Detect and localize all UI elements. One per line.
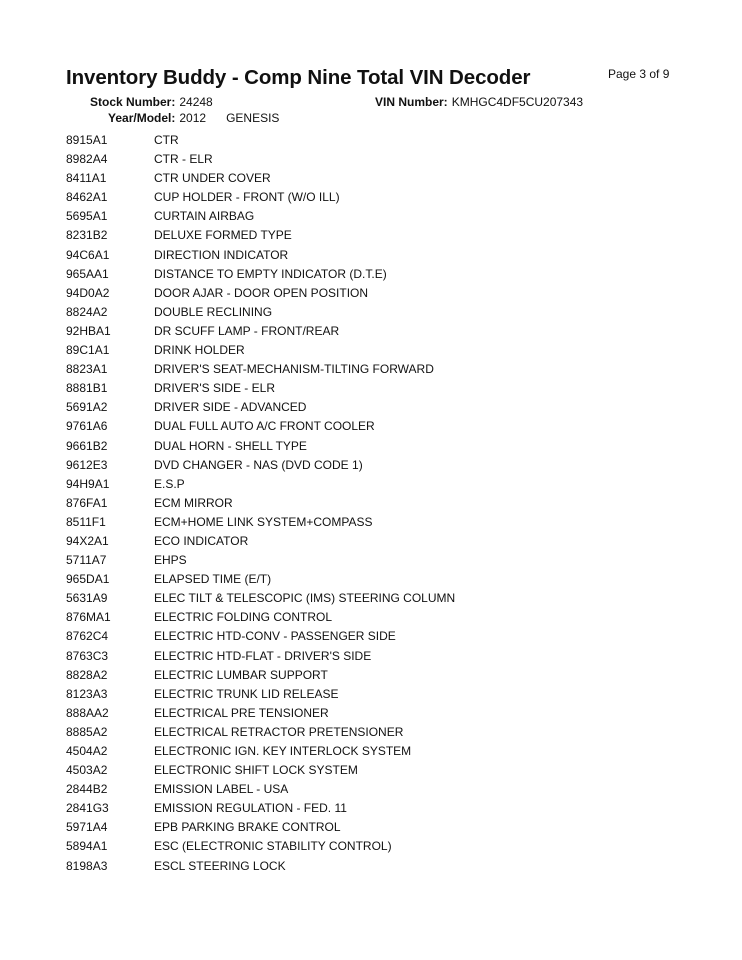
option-description: ELECTRIC TRUNK LID RELEASE <box>154 686 339 701</box>
option-description: ELECTRICAL PRE TENSIONER <box>154 705 329 720</box>
list-item <box>66 475 455 494</box>
list-item <box>66 417 455 436</box>
list-item <box>66 799 455 818</box>
option-code: 8123A3 <box>66 686 108 701</box>
list-item <box>66 494 455 513</box>
option-description: ECM+HOME LINK SYSTEM+COMPASS <box>154 514 373 529</box>
option-code: 5894A1 <box>66 839 108 854</box>
list-item <box>66 570 455 589</box>
option-description: EMISSION LABEL - USA <box>154 782 289 797</box>
list-item <box>66 857 455 876</box>
option-code: 8828A2 <box>66 667 108 682</box>
list-item <box>66 456 455 475</box>
option-description: ECM MIRROR <box>154 495 233 510</box>
option-code: 8982A4 <box>66 152 108 167</box>
list-item <box>66 742 455 761</box>
year-model <box>108 111 279 125</box>
option-code: 5691A2 <box>66 400 108 415</box>
option-description: ELECTRIC FOLDING CONTROL <box>154 610 333 625</box>
option-code: 8198A3 <box>66 858 108 873</box>
option-description: CTR - ELR <box>154 152 213 167</box>
option-description: ESC (ELECTRONIC STABILITY CONTROL) <box>154 839 392 854</box>
option-code: 8824A2 <box>66 304 108 319</box>
stock-number-label: Stock Number: <box>90 95 176 109</box>
option-description: ELECTRIC LUMBAR SUPPORT <box>154 667 328 682</box>
page-number: Page 3 of 9 <box>608 67 670 81</box>
option-description: CTR <box>154 133 179 147</box>
list-item <box>66 303 455 322</box>
list-item <box>66 551 455 570</box>
option-code: 2844B2 <box>66 782 108 797</box>
option-code: 89C1A1 <box>66 343 110 358</box>
option-code: 876MA1 <box>66 610 111 625</box>
list-item <box>66 761 455 780</box>
list-item <box>66 647 455 666</box>
option-description: DUAL HORN - SHELL TYPE <box>154 438 307 453</box>
list-item <box>66 589 455 608</box>
option-description: ELAPSED TIME (E/T) <box>154 572 272 587</box>
option-code: 8881B1 <box>66 381 108 396</box>
list-item <box>66 322 455 341</box>
option-code: 8915A1 <box>66 133 108 147</box>
option-description: CURTAIN AIRBAG <box>154 209 255 224</box>
model-value: GENESIS <box>226 111 280 125</box>
option-description: ECO INDICATOR <box>154 533 249 548</box>
stock-number-value: 24248 <box>179 95 213 109</box>
option-description: ELECTRIC HTD-CONV - PASSENGER SIDE <box>154 629 396 644</box>
vin-number <box>375 95 583 109</box>
option-code: 5695A1 <box>66 209 108 224</box>
option-code: 8462A1 <box>66 190 108 205</box>
option-description: ELECTRIC HTD-FLAT - DRIVER'S SIDE <box>154 648 372 663</box>
option-code: 8511F1 <box>66 514 106 529</box>
option-description: CTR UNDER COVER <box>154 171 271 186</box>
list-item <box>66 780 455 799</box>
option-code: 5971A4 <box>66 820 108 835</box>
option-description: DOUBLE RECLINING <box>154 304 273 319</box>
option-description: EPB PARKING BRAKE CONTROL <box>154 820 341 835</box>
list-item <box>66 704 455 723</box>
list-item <box>66 666 455 685</box>
option-code: 9761A6 <box>66 419 108 434</box>
list-item <box>66 169 455 188</box>
year-value: 2012 <box>179 111 207 125</box>
option-description: DVD CHANGER - NAS (DVD CODE 1) <box>154 457 363 472</box>
option-description: ELECTRONIC IGN. KEY INTERLOCK SYSTEM <box>154 744 412 758</box>
option-code: 8885A2 <box>66 724 108 739</box>
list-item <box>66 608 455 627</box>
option-code: 4504A2 <box>66 744 108 758</box>
option-code: 8231B2 <box>66 228 108 243</box>
option-description: EHPS <box>154 553 187 568</box>
list-item <box>66 723 455 742</box>
list-item <box>66 131 455 150</box>
page-title: Inventory Buddy - Comp Nine Total VIN Decoder <box>66 66 531 89</box>
option-description: DRIVER SIDE - ADVANCED <box>154 400 307 415</box>
list-item <box>66 188 455 207</box>
option-description: DIRECTION INDICATOR <box>154 247 289 262</box>
option-code: 888AA2 <box>66 705 109 720</box>
list-item <box>66 437 455 456</box>
option-description: DRIVER'S SIDE - ELR <box>154 381 275 396</box>
option-code: 965AA1 <box>66 266 109 281</box>
option-description: ELECTRONIC SHIFT LOCK SYSTEM <box>154 763 358 778</box>
option-description: DUAL FULL AUTO A/C FRONT COOLER <box>154 419 375 434</box>
option-description: E.S.P <box>154 476 185 491</box>
list-item <box>66 837 455 856</box>
option-description: DELUXE FORMED TYPE <box>154 228 292 243</box>
option-code: 2841G3 <box>66 801 109 816</box>
year-model-label: Year/Model: <box>108 111 176 125</box>
list-item <box>66 341 455 360</box>
stock-number <box>90 95 213 109</box>
option-code: 94X2A1 <box>66 533 109 548</box>
option-description: ESCL STEERING LOCK <box>154 858 286 873</box>
list-item <box>66 627 455 646</box>
list-item <box>66 226 455 245</box>
option-list <box>66 131 455 876</box>
option-code: 9612E3 <box>66 457 108 472</box>
option-description: DRINK HOLDER <box>154 343 245 358</box>
option-code: 8762C4 <box>66 629 109 644</box>
list-item <box>66 818 455 837</box>
list-item <box>66 360 455 379</box>
list-item <box>66 532 455 551</box>
option-description: DOOR AJAR - DOOR OPEN POSITION <box>154 285 369 300</box>
option-code: 8763C3 <box>66 648 109 663</box>
list-item <box>66 246 455 265</box>
vin-number-label: VIN Number: <box>375 95 448 109</box>
option-code: 8823A1 <box>66 362 108 377</box>
list-item <box>66 513 455 532</box>
option-code: 8411A1 <box>66 171 107 186</box>
option-description: EMISSION REGULATION - FED. 11 <box>154 801 347 816</box>
list-item <box>66 265 455 284</box>
vin-number-value: KMHGC4DF5CU207343 <box>451 95 584 109</box>
list-item <box>66 398 455 417</box>
list-item <box>66 284 455 303</box>
option-code: 94D0A2 <box>66 285 110 300</box>
option-code: 92HBA1 <box>66 323 111 338</box>
option-code: 965DA1 <box>66 572 110 587</box>
option-code: 5711A7 <box>66 553 107 568</box>
option-code: 876FA1 <box>66 495 108 510</box>
option-code: 5631A9 <box>66 591 108 606</box>
option-code: 94C6A1 <box>66 247 110 262</box>
option-description: DR SCUFF LAMP - FRONT/REAR <box>154 323 340 338</box>
option-description: ELECTRICAL RETRACTOR PRETENSIONER <box>154 724 404 739</box>
option-description: DISTANCE TO EMPTY INDICATOR (D.T.E) <box>154 266 387 281</box>
list-item <box>66 685 455 704</box>
option-code: 4503A2 <box>66 763 108 778</box>
option-code: 94H9A1 <box>66 476 110 491</box>
option-description: DRIVER'S SEAT-MECHANISM-TILTING FORWARD <box>154 362 434 377</box>
option-description: CUP HOLDER - FRONT (W/O ILL) <box>154 190 340 205</box>
list-item <box>66 379 455 398</box>
option-description: ELEC TILT & TELESCOPIC (IMS) STEERING COLUMN <box>154 591 456 606</box>
list-item <box>66 207 455 226</box>
list-item <box>66 150 455 169</box>
option-code: 9661B2 <box>66 438 108 453</box>
